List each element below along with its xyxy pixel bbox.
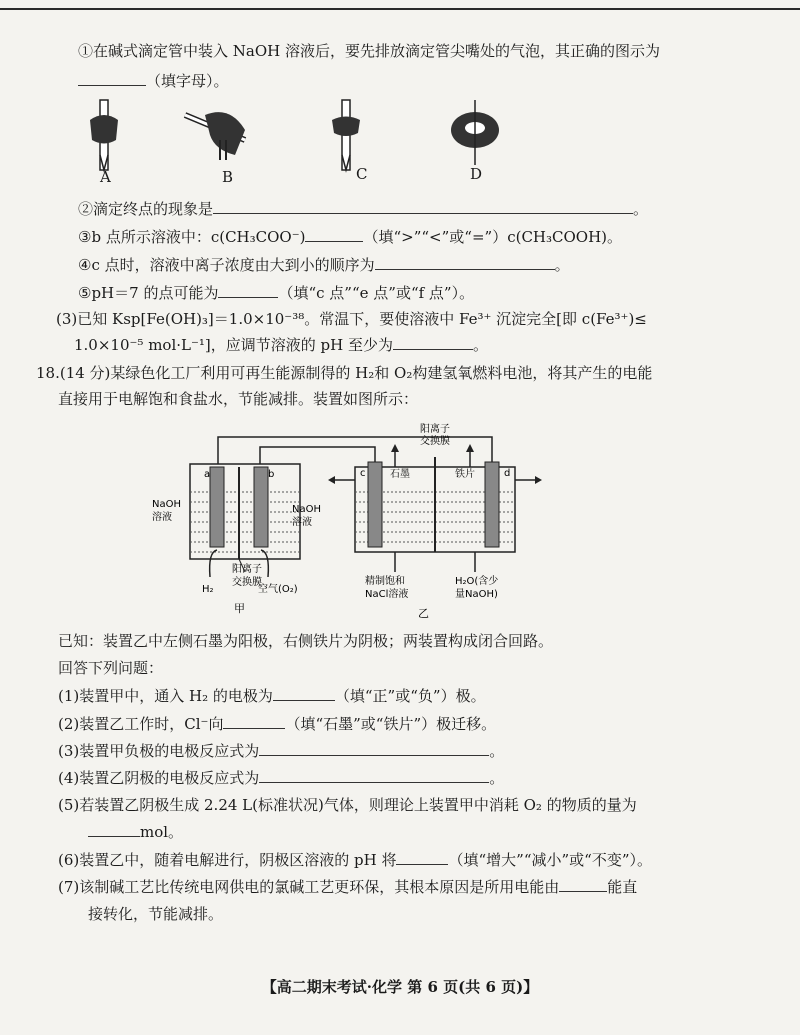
answer-blank[interactable]: [259, 768, 489, 783]
label-naoh-right-1: NaOH: [292, 504, 321, 515]
q17-part5-line: ⑤pH＝7 的点可能为 （填“c 点”“e 点”或“f 点”）。: [78, 284, 475, 302]
q17-part3-ksp-line: (3)已知 Ksp[Fe(OH)₃]＝1.0×10⁻³⁸。常温下，要使溶液中 Fe³⁺ 沉淀完全[即 c(Fe³⁺)≤: [56, 310, 647, 328]
q18-sub7: (7)该制碱工艺比传统电网供电的氯碱工艺更环保，其根本原因是所用电能由 能直: [58, 878, 638, 896]
q17-part3-ph-line: 1.0×10⁻⁵ mol·L⁻¹]，应调节溶液的 pH 至少为 。: [74, 336, 489, 354]
label-inlet-right-2: 量NaOH): [455, 589, 498, 600]
answer-blank[interactable]: [88, 822, 140, 837]
page-footer: 【高二期末考试·化学 第 6 页(共 6 页)】: [261, 978, 539, 996]
fig-label-b: B: [222, 168, 234, 186]
apparatus-diagram: [150, 412, 550, 632]
q18-intro-line1: 18.(14 分)某绿色化工厂利用可再生能源制得的 H₂和 O₂构建氢氧燃料电池，将其产生的电能: [36, 364, 653, 382]
label-naoh-left-2: 溶液: [152, 512, 172, 523]
answer-blank[interactable]: [393, 335, 473, 350]
label-inlet-left-2: NaCl溶液: [365, 589, 409, 600]
q17-part1-line: ①在碱式滴定管中装入 NaOH 溶液后，要先排放滴定管尖嘴处的气泡，其正确的图示为: [78, 42, 660, 60]
q18-known: 已知：装置乙中左侧石墨为阳极，右侧铁片为阴极；两装置构成闭合回路。: [58, 632, 554, 650]
q18-sub1: (1)装置甲中，通入 H₂ 的电极为 （填“正”或“负”）极。: [58, 687, 486, 705]
caption-yi: 乙: [418, 607, 429, 620]
label-membrane-yi-2: 交换膜: [420, 436, 450, 447]
answer-blank[interactable]: [273, 686, 335, 701]
label-air: 空气(O₂): [258, 584, 298, 595]
figure-c-icon: [332, 100, 360, 170]
q18-sub6: (6)装置乙中，随着电解进行，阴极区溶液的 pH 将 （填“增大”“减小”或“不变”）。: [58, 851, 652, 869]
label-membrane-jia-2: 交换膜: [232, 577, 262, 588]
wire-outer: [218, 437, 492, 467]
cell-yi: [328, 444, 542, 572]
q18-intro-line2: 直接用于电解饱和食盐水，节能减排。装置如图所示：: [58, 390, 419, 408]
q18-sub5: (5)若装置乙阴极生成 2.24 L(标准状况)气体，则理论上装置甲中消耗 O₂ 的物质的量为: [58, 796, 637, 814]
label-naoh-left-1: NaOH: [152, 499, 181, 510]
label-membrane-jia-1: 阳离子: [232, 564, 262, 575]
fig-label-d: D: [470, 165, 483, 183]
answer-blank[interactable]: [223, 714, 285, 729]
label-h2: H₂: [202, 584, 214, 595]
label-iron: 铁片: [455, 469, 475, 480]
q18-answer-prompt: 回答下列问题：: [58, 659, 164, 677]
fig-label-c: C: [356, 165, 368, 183]
electrode-d: [485, 462, 499, 547]
fig-label-a: A: [100, 168, 111, 186]
label-membrane-yi-1: 阳离子: [420, 424, 450, 435]
electrode-b: [254, 467, 268, 547]
answer-blank[interactable]: [259, 741, 489, 756]
label-b: b: [268, 469, 275, 480]
label-naoh-right-2: 溶液: [292, 517, 312, 528]
label-graphite: 石墨: [390, 469, 410, 480]
label-inlet-left-1: 精制饱和: [365, 576, 405, 587]
figure-b-icon: [185, 112, 245, 160]
q17-part2-line: ②滴定终点的现象是 。: [78, 200, 649, 218]
answer-blank[interactable]: [559, 877, 607, 892]
q18-sub3: (3)装置甲负极的电极反应式为 。: [58, 742, 505, 760]
q18-sub5-answer: mol。: [88, 821, 183, 843]
label-a: a: [204, 469, 211, 480]
q17-part3-line: ③b 点所示溶液中：c(CH₃COO⁻) （填“>”“<”或“=”）c(CH₃COOH)。: [78, 228, 623, 246]
answer-blank[interactable]: [375, 255, 555, 270]
answer-blank[interactable]: [213, 199, 633, 214]
figure-d-icon: [451, 100, 499, 165]
answer-blank[interactable]: [218, 283, 278, 298]
figure-a-icon: [90, 100, 118, 170]
q18-sub4: (4)装置乙阴极的电极反应式为 。: [58, 769, 505, 787]
label-inlet-right-1: H₂O(含少: [455, 576, 499, 587]
q18-sub2: (2)装置乙工作时，Cl⁻向 （填“石墨”或“铁片”）极迁移。: [58, 715, 497, 733]
cell-jia: [190, 464, 300, 577]
electrode-a: [210, 467, 224, 547]
label-c: c: [360, 468, 366, 479]
q17-part4-line: ④c 点时，溶液中离子浓度由大到小的顺序为 。: [78, 256, 570, 274]
answer-blank[interactable]: [305, 227, 363, 242]
answer-blank[interactable]: [396, 850, 448, 865]
electrode-c: [368, 462, 382, 547]
page-top-border: [0, 8, 800, 10]
answer-blank[interactable]: [78, 71, 146, 86]
caption-jia: 甲: [234, 602, 245, 615]
label-d: d: [504, 468, 511, 479]
q17-part1-answer-line: （填字母）。: [78, 70, 229, 92]
q18-sub7-cont: 接转化，节能减排。: [88, 905, 224, 923]
